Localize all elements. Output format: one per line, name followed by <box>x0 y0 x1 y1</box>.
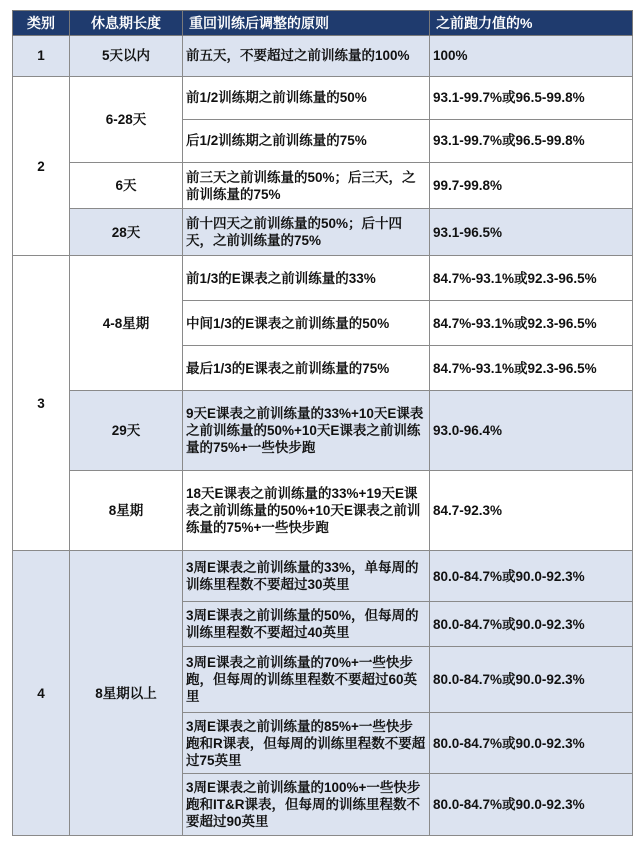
header-category: 类别 <box>13 11 70 36</box>
percent-cell: 84.7%-93.1%或92.3-96.5% <box>430 346 633 391</box>
percent-cell: 80.0-84.7%或90.0-92.3% <box>430 602 633 647</box>
rule-cell: 前1/3的E课表之前训练量的33% <box>183 256 430 301</box>
percent-cell: 80.0-84.7%或90.0-92.3% <box>430 647 633 713</box>
rule-cell: 3周E课表之前训练量的33%，单每周的训练里程数不要超过30英里 <box>183 551 430 602</box>
rule-cell: 3周E课表之前训练量的100%+一些快步跑和IT&R课表，但每周的训练里程数不要超过90英里 <box>183 774 430 836</box>
category-cell: 1 <box>13 36 70 77</box>
period-cell: 6-28天 <box>70 76 183 162</box>
rule-cell: 后1/2训练期之前训练量的75% <box>183 119 430 162</box>
rule-cell: 前十四天之前训练量的50%；后十四天，之前训练量的75% <box>183 209 430 256</box>
table-row <box>13 391 633 471</box>
rule-cell: 3周E课表之前训练量的85%+一些快步跑和R课表，但每周的训练里程数不要超过75英里 <box>183 712 430 773</box>
percent-cell: 99.7-99.8% <box>430 163 633 209</box>
percent-cell: 84.7%-93.1%或92.3-96.5% <box>430 301 633 346</box>
percent-cell: 80.0-84.7%或90.0-92.3% <box>430 774 633 836</box>
period-cell: 5天以内 <box>70 36 183 77</box>
table-row <box>13 209 633 256</box>
percent-cell: 80.0-84.7%或90.0-92.3% <box>430 712 633 773</box>
percent-cell: 93.0-96.4% <box>430 391 633 471</box>
header-rest-period: 休息期长度 <box>70 11 183 36</box>
table-row <box>13 551 633 602</box>
rule-cell: 前三天之前训练量的50%；后三天，之前训练量的75% <box>183 163 430 209</box>
training-table <box>12 10 633 836</box>
rule-cell: 前1/2训练期之前训练量的50% <box>183 76 430 119</box>
category-cell: 3 <box>13 256 70 551</box>
table-row <box>13 36 633 77</box>
rule-cell: 最后1/3的E课表之前训练量的75% <box>183 346 430 391</box>
rule-cell: 前五天，不要超过之前训练量的100% <box>183 36 430 77</box>
table-row <box>13 471 633 551</box>
percent-cell: 93.1-96.5% <box>430 209 633 256</box>
table-row <box>13 256 633 301</box>
header-row <box>13 11 633 36</box>
percent-cell: 80.0-84.7%或90.0-92.3% <box>430 551 633 602</box>
rule-cell: 3周E课表之前训练量的50%，但每周的训练里程数不要超过40英里 <box>183 602 430 647</box>
percent-cell: 93.1-99.7%或96.5-99.8% <box>430 76 633 119</box>
rule-cell: 9天E课表之前训练量的33%+10天E课表之前训练量的50%+10天E课表之前训练量的75%+一些快步跑 <box>183 391 430 471</box>
period-cell: 8星期以上 <box>70 551 183 836</box>
header-percent: 之前跑力值的% <box>430 11 633 36</box>
period-cell: 29天 <box>70 391 183 471</box>
category-cell: 4 <box>13 551 70 836</box>
percent-cell: 84.7-92.3% <box>430 471 633 551</box>
period-cell: 6天 <box>70 163 183 209</box>
percent-cell: 100% <box>430 36 633 77</box>
header-rule: 重回训练后调整的原则 <box>183 11 430 36</box>
category-cell: 2 <box>13 76 70 255</box>
percent-cell: 84.7%-93.1%或92.3-96.5% <box>430 256 633 301</box>
period-cell: 4-8星期 <box>70 256 183 391</box>
rule-cell: 中间1/3的E课表之前训练量的50% <box>183 301 430 346</box>
rule-cell: 18天E课表之前训练量的33%+19天E课表之前训练量的50%+10天E课表之前训练量的75%+一些快步跑 <box>183 471 430 551</box>
percent-cell: 93.1-99.7%或96.5-99.8% <box>430 119 633 162</box>
period-cell: 8星期 <box>70 471 183 551</box>
rule-cell: 3周E课表之前训练量的70%+一些快步跑，但每周的训练里程数不要超过60英里 <box>183 647 430 713</box>
table-row <box>13 163 633 209</box>
period-cell: 28天 <box>70 209 183 256</box>
table-row <box>13 76 633 119</box>
